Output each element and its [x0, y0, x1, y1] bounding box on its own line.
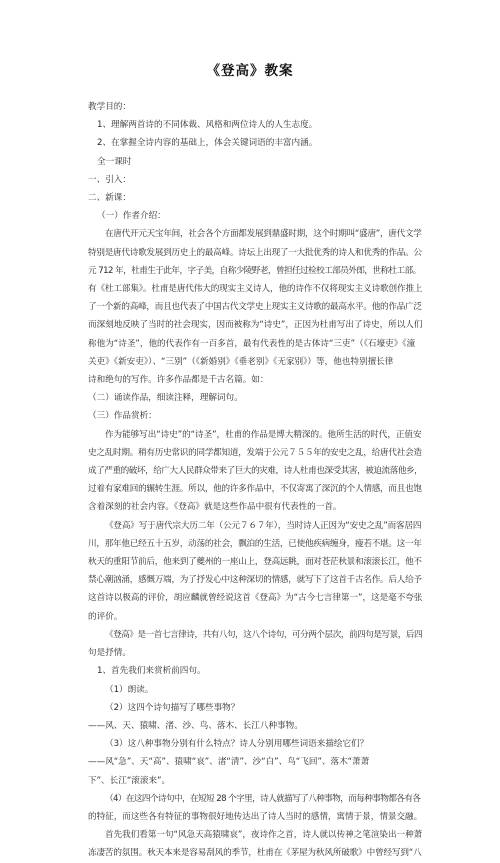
- paragraph-line: 而深刻地反映了当时的社会现实，因而被称为“诗史”，正因为杜甫写出了诗史，所以人们: [88, 320, 423, 331]
- objective-item: 2、在掌握全诗内容的基础上，体会关键词语的丰富内涵。: [97, 138, 318, 149]
- section-heading: 二、新课：: [88, 193, 131, 204]
- answer-line: 下”、长江“滚滚来”。: [88, 775, 171, 786]
- document-title: 《登高》教案: [206, 63, 294, 79]
- paragraph-line: 作为能够写出“诗史”的“诗圣”，杜甫的作品是博大精深的。他所生活的时代，正值安: [105, 429, 422, 440]
- subsection-heading: （二）诵读作品，细读注释，理解词句。: [88, 393, 243, 404]
- section-heading: 一、引入：: [88, 174, 131, 185]
- paragraph-line: 句是抒情。: [88, 648, 131, 659]
- list-item: （3）这八种事物分别有什么特点？诗人分别用哪些词语来描绘它们？: [105, 739, 369, 750]
- list-item: （2）这四个诗句描写了哪些事物？: [105, 702, 240, 713]
- paragraph-line: 《登高》是一首七言律诗，共有八句，这八个诗句，可分两个层次，前四句是写景，后四: [105, 629, 423, 640]
- list-item: （4）在这四个诗句中，在短短 28 个字里，诗人就描写了八种事物，而每种事物都各有各: [105, 793, 421, 804]
- subsection-heading: （三）作品赏析：: [88, 411, 157, 422]
- paragraph-line: 秋天的重阳节前后，他来到了夔州的一座山上，登高远眺，面对苍茫秋景和滚滚长江，他不: [88, 557, 422, 568]
- paragraph-line: 的评价。: [88, 611, 123, 622]
- paragraph-line: 有《杜工部集》。杜甫是唐代伟大的现实主义诗人，他的诗作不仅将现实主义诗歌创作推上: [88, 284, 423, 295]
- paragraph-line: 诗和绝句的写作。许多作品都是千古名篇。如：: [88, 375, 269, 386]
- paragraph-line: 在唐代开元天宝年间，社会各个方面都发展到鼎盛时期，这个时期叫“盛唐”，唐代文学: [105, 229, 422, 240]
- paragraph-line: 过着有家难回的辗转生涯。所以，他的许多作品中，不仅寄寓了深沉的个人情感，而且也饱: [88, 484, 422, 495]
- list-item: 1、首先我们来赏析前四句。: [97, 666, 206, 677]
- list-item: （1）朗读。: [105, 684, 154, 695]
- paragraph-line: 《登高》写于唐代宗大历二年（公元７６７年），当时诗人正因为“安史之乱”而客居四: [105, 520, 422, 531]
- document-body: [88, 98, 422, 863]
- paragraph-line: 特别是唐代诗歌发展到历史上的最高峰。诗坛上出现了一大批优秀的诗人和优秀的作品。公: [88, 247, 422, 258]
- paragraph-line: 了一个新的高峰，而且也代表了中国古代文学史上现实主义诗歌的最高水平。他的作品广泛: [88, 302, 422, 313]
- lesson-length: 全一课时: [97, 156, 132, 167]
- paragraph-line: 这首诗以极高的评价，胡应麟就曾经说这首《登高》为“古今七言律第一”，这是毫不夸张: [88, 593, 423, 604]
- paragraph-line: 首先我们看第一句“风急天高猿啸哀”，夜诗作之首，诗人就以传神之笔渲染出一种萧: [105, 830, 423, 841]
- section-heading: 教学目的：: [88, 102, 131, 112]
- paragraph-line: 成了严重的破坏，给广大人民群众带来了巨大的灾难，诗人杜甫也深受其害，被迫流落他乡，: [88, 466, 423, 477]
- paragraph-line: 冻凄苦的氛围。秋天本来是容易刮风的季节，杜甫在《茅屋为秋风所破歌》中曾经写到“八: [88, 848, 422, 859]
- subsection-heading: （一）作者介绍：: [97, 211, 166, 222]
- answer-line: ——风、天、猿啸、渚、沙、鸟、落木、长江八种事物。: [88, 720, 303, 731]
- paragraph-line: 禁心潮汹涌，感慨万端，为了抒发心中这种深切的情感，就写下了这首千古名作。后人给予: [88, 575, 422, 586]
- paragraph-line: 川，那年他已经五十五岁，动荡的社会，飘泊的生活，已使他疾病缠身，瘦若不堪。这一年: [88, 538, 422, 549]
- paragraph-line: 称他为“诗圣”，他的代表作有一百多首，最有代表性的是古体诗“三吏”（《石壕吏》《潼: [88, 338, 416, 349]
- paragraph-line: 关吏》《新安吏》）、“三别”（《新婚别》《垂老别》《无家别》）等，他也特别擅长律: [88, 356, 394, 367]
- answer-line: ——风“急”、天“高”、猿啸“哀”、渚“清”、沙“白”、鸟“飞回”、落木“萧萧: [88, 757, 370, 768]
- paragraph-line: 的特征，而这些各有特征的事物很好地传达出了诗人当时的感情，寓情于景，情景交融。: [88, 811, 423, 822]
- paragraph-line: 元 712 年，杜甫生于此年，字子美，自称少陵野老，曾担任过检校工部员外郎，世称杜工部。: [88, 265, 421, 276]
- paragraph-line: 史之乱时期。稍有历史常识的同学都知道，发端于公元７５５年的安史之乱，给唐代社会造: [88, 447, 422, 458]
- paragraph-line: 含着深刻的社会内容。《登高》就是这些作品中很有代表性的一首。: [88, 502, 342, 513]
- objective-item: 1、理解两首诗的不同体裁、风格和两位诗人的人生志度。: [97, 120, 318, 131]
